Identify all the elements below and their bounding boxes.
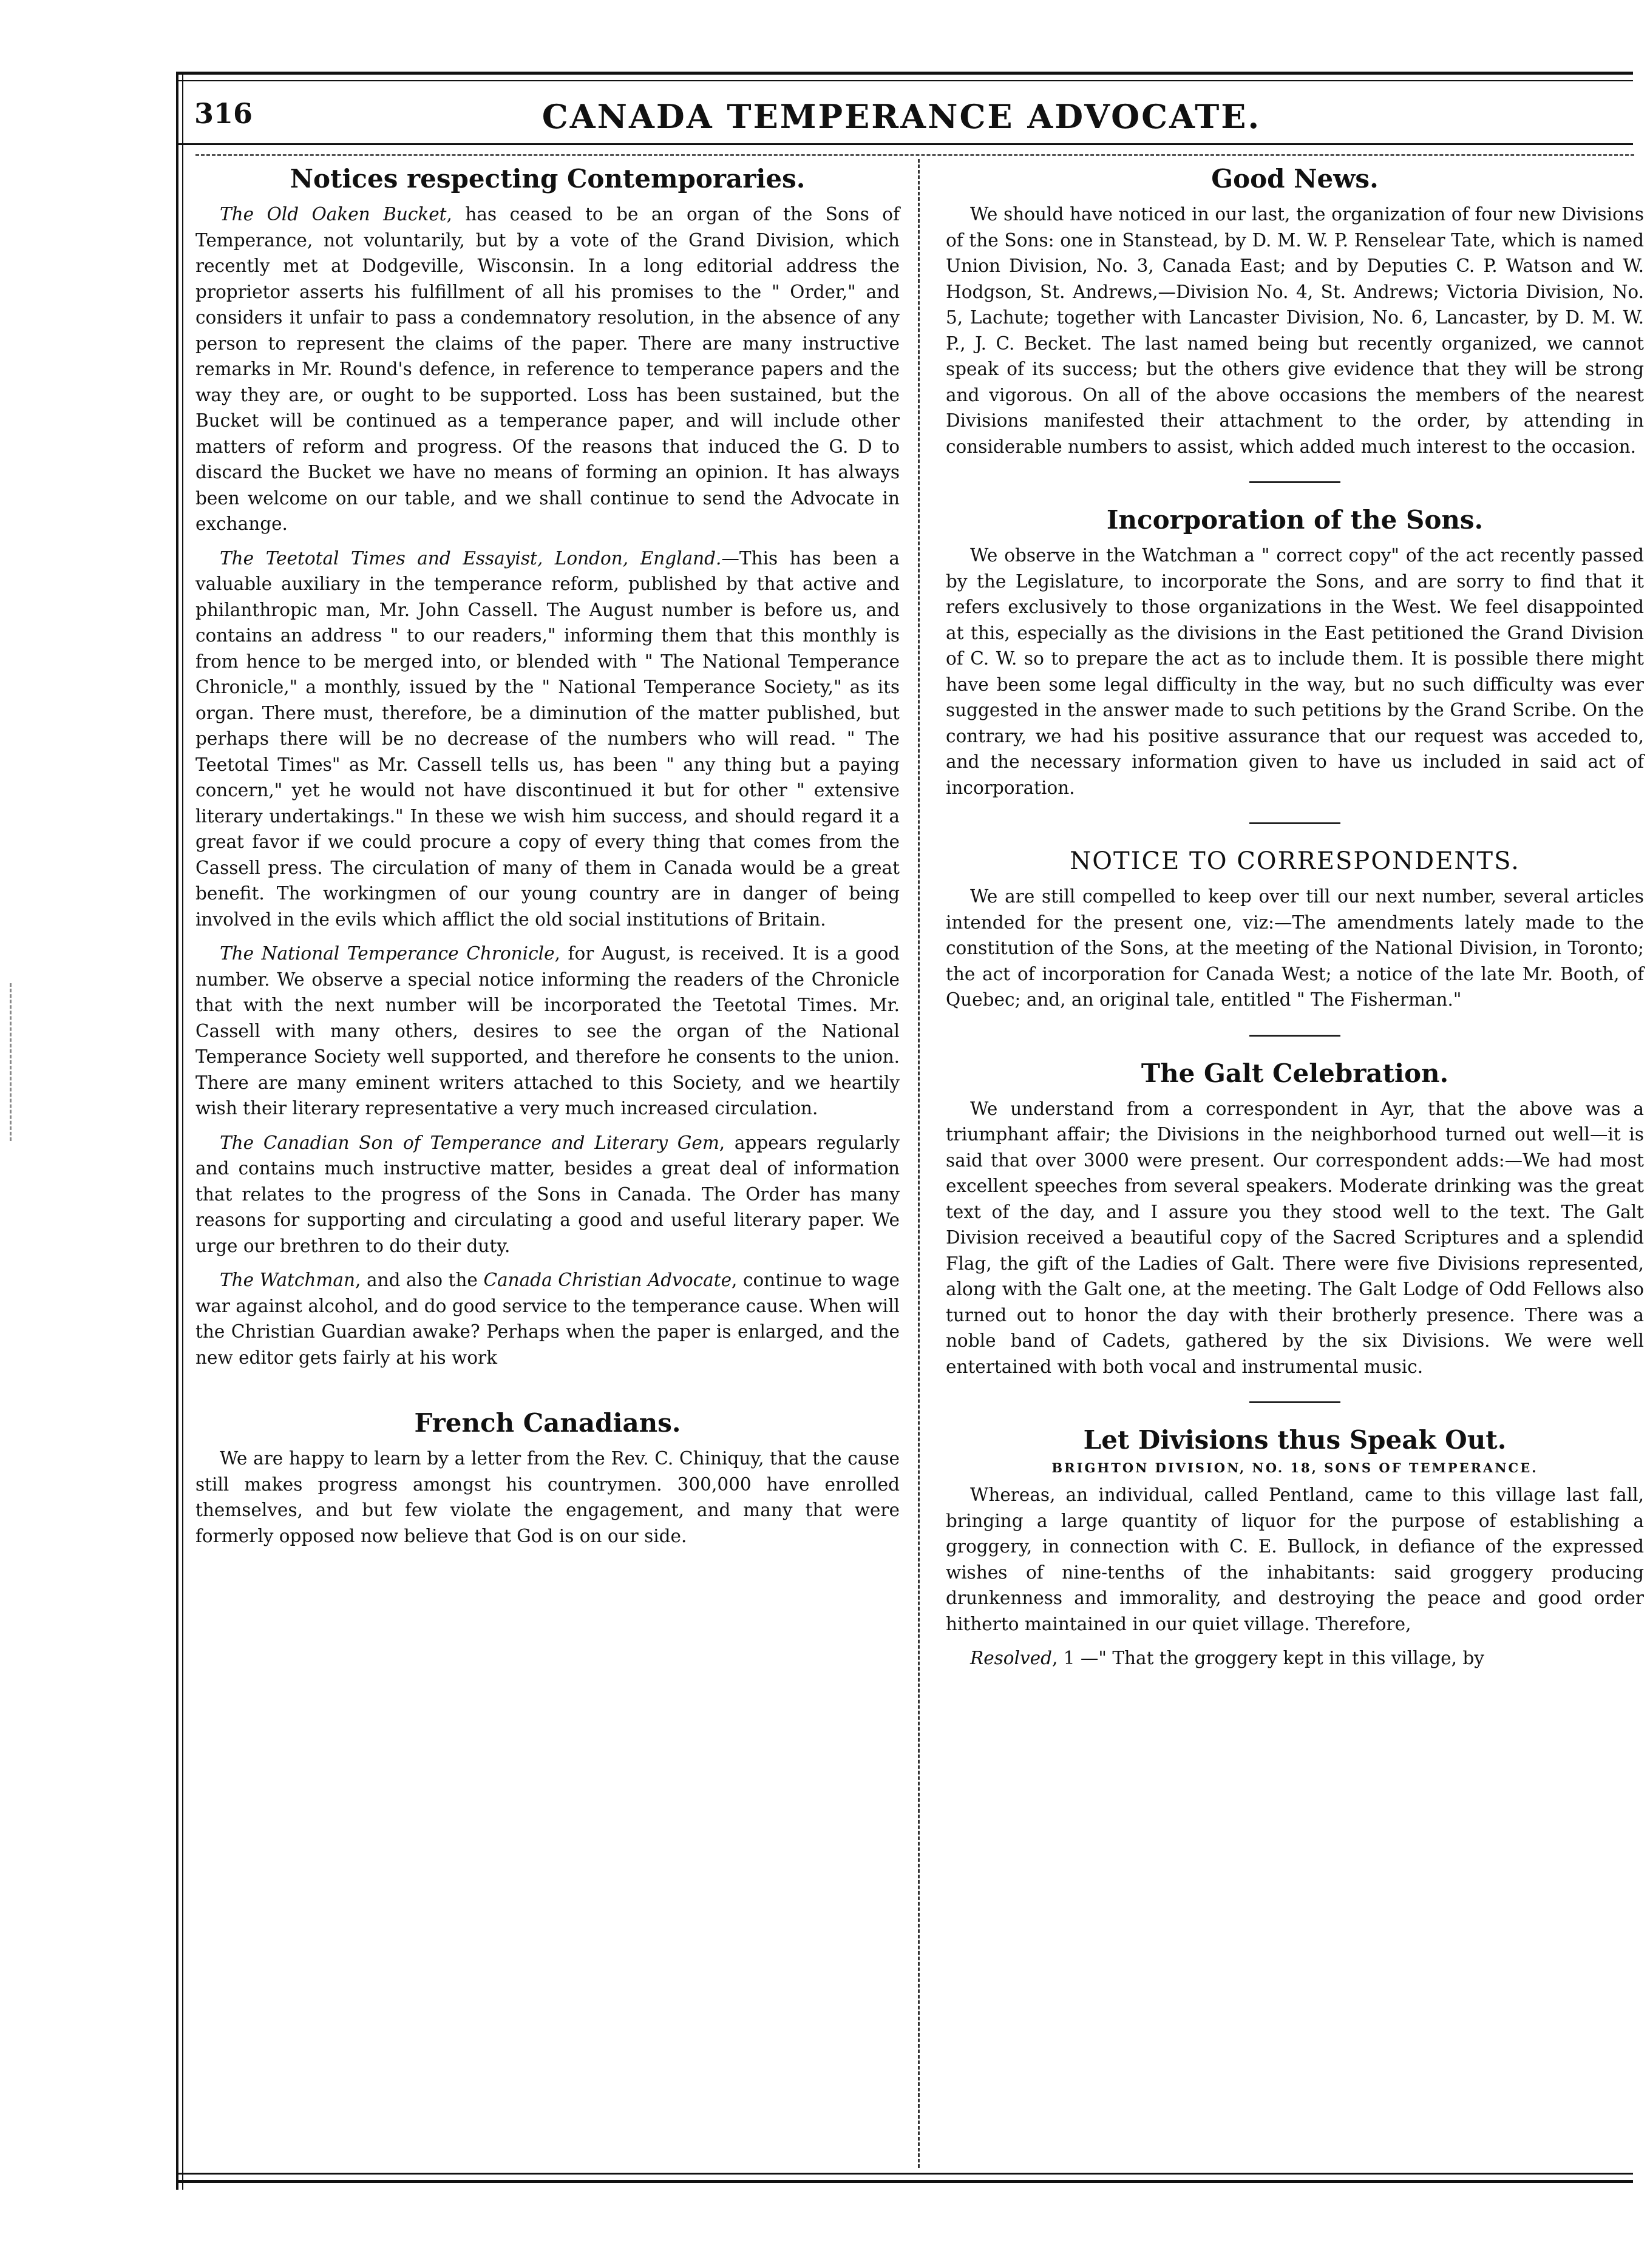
article-title: The Galt Celebration. [1141,1058,1449,1088]
article-good-news [946,164,1644,459]
article-paragraph [195,201,900,537]
article-notice-correspondents [946,846,1644,1013]
paragraph-text: , 1 —" That the groggery kept in this village, by [1052,1648,1484,1668]
article-title: Incorporation of the Sons. [1106,505,1484,535]
article-let-divisions-speak [946,1425,1644,1671]
article-paragraph [195,1267,900,1370]
section-separator [1249,1035,1340,1037]
paragraph-text: , and also the [355,1270,484,1290]
article-paragraph: We should have noticed in our last, the organization of four new Divisions of the Sons: one in Stanstead, by D. M. W. P. Renselear Tate, which is named Union Division, No. 3, Canada East; and by Deputies C. P. Watson and W. Hodgson, St. Andrews,—Division No. 4, St. Andrews; Victoria Division, No. 5, Lachute; together with Lancaster Division, No. 6, Lancaster, by D. M. W. P., J. C. Becket. The last named being but recently organized, we cannot speak of its success; but the others give evidence that they will be strong and vigorous. On all of the above occasions the members of the nearest Divisions manifested their attachment to the order, by attending in considerable numbers to assist, which added much interest to the occasion. [946,204,1644,457]
paragraph-text: —This has been a valuable auxiliary in the temperance reform, published by that active and philanthropic man, Mr. John Cassell. The August number is before us, and contains an address " to our readers," informing them that this monthly is from hence to be merged into, or blended with " The National Temperance Chronicle," a monthly, issued by the " National Temperance Society," as its organ. There must, therefore, be a diminution of the matter published, but perhaps there will be no decrease of the numbers who will read. " The Teetotal Times" as Mr. Cassell tells us, has been " any thing but a paying concern," yet he would not have discontinued it but for other " extensive literary undertakings." In these we wish him success, and should regard it a great favor if we could procure a copy of every thing that comes from the Cassell press. The circulation of many of them in Canada would be a great benefit. The workingmen of our young country are in danger of being involved in the evils which afflict the old social institutions of Britain. [195,547,900,930]
left-border-rule-inner [182,72,183,2190]
publication-name: Canada Christian Advocate [483,1270,732,1290]
paragraph-text: , appears regularly and contains much instructive matter, besides a great deal of information that relates to the progress of the Sons in Canada. The Order has many reasons for supporting and circulating a good and useful literary paper. We urge our brethren to do their duty. [195,1132,900,1256]
article-paragraph: We understand from a correspondent in Ayr, that the above was a triumphant affair; the Divisions in the neighborhood turned out well—it is said that over 3000 were present. Our correspondent adds:—We had most excellent speeches from several speakers. Moderate drinking was the great text of the day, and I assure you they stood well to the text. The Galt Division received a beautiful copy of the Sacred Scriptures and a splendid Flag, the gift of the Ladies of Galt. There were five Divisions represented, along with the Galt one, at the meeting. The Galt Lodge of Odd Fellows also turned out to honor the day with their brotherly presence. There was a noble band of Cadets, gathered by the six Divisions. We were well entertained with both vocal and instrumental music. [946,1098,1644,1377]
article-paragraph: Whereas, an individual, called Pentland, came to this village last fall, bringing a large quantity of liquor for the purpose of establishing a groggery, in connection with C. E. Bullock, in defiance of the expressed wishes of nine-tenths of the inhabitants: said groggery producing drunkenness and immorality, and destroying the peace and good order hitherto maintained in our quiet village. Therefore, [946,1484,1644,1634]
article-paragraph: We observe in the Watchman a " correct copy" of the act recently passed by the Legislature, to incorporate the Sons, and are sorry to find that it refers exclusively to those organizations in the West. We feel disappointed at this, especially as the divisions in the East petitioned the Grand Division of C. W. so to prepare the act as to include them. It is possible there might have been some legal difficulty in the way, but no such difficulty was ever suggested in the answer made to such petitions by the Grand Scribe. On the contrary, we had his positive assurance that our request was acceded to, and the necessary information given to have us included in said act of incorporation. [946,545,1644,798]
margin-marks [10,983,12,1141]
column-divider [918,159,920,2168]
article-title: Notices respecting Contemporaries. [290,164,806,194]
publication-name: The Old Oaken Bucket [220,204,447,225]
article-title: Let Divisions thus Speak Out. [1083,1425,1507,1455]
section-separator [1249,822,1340,824]
page-number: 316 [194,97,253,130]
article-paragraph [195,1130,900,1259]
article-subheading: BRIGHTON DIVISION, NO. 18, SONS OF TEMPERANCE. [1051,1460,1538,1475]
article-title: NOTICE TO CORRESPONDENTS. [1070,847,1520,875]
article-french-canadians [195,1408,900,1549]
publication-name: The National Temperance Chronicle [220,943,555,964]
publication-name: The Canadian Son of Temperance and Literary Gem [220,1132,719,1153]
paragraph-text: , continue to wage war against alcohol, and do good service to the temperance cause. When will the Christian Guardian awake? Perhaps when the paper is enlarged, and the new editor gets fairly at his work [195,1270,900,1368]
article-notices-contemporaries [195,164,900,1370]
section-separator [1249,481,1340,483]
article-incorporation [946,505,1644,801]
bottom-rule-inner [176,2180,1633,2183]
page-header [194,97,1609,140]
article-paragraph [195,546,900,933]
left-column [195,164,900,1557]
top-double-rule [176,72,1633,75]
article-paragraph [195,941,900,1122]
publication-name: The Watchman [220,1270,356,1290]
paragraph-text: , has ceased to be an organ of the Sons of Temperance, not voluntarily, but by a vote of the Grand Division, which recently met at Dodgeville, Wisconsin. In a long editorial address the proprietor asserts his fulfillment of all his promises to the " Order," and considers it unfair to pass a condemnatory resolution, in the absence of any person to represent the claims of the paper. There are many instructive remarks in Mr. Round's defence, in reference to temperance papers and the way they are, or ought to be supported. Loss has been sustained, but the Bucket will be continued as a temperance paper, and will include other matters of reform and progress. Of the reasons that induced the G. D to discard the Bucket we have no means of forming an opinion. It has always been welcome on our table, and we shall continue to send the Advocate in exchange. [195,204,900,534]
section-spacer [195,1379,900,1408]
top-column-dashes [195,154,1634,156]
resolution-lead: Resolved [970,1648,1053,1668]
masthead-title: CANADA TEMPERANCE ADVOCATE. [542,97,1261,136]
article-title: Good News. [1211,164,1379,194]
article-paragraph [946,1645,1644,1671]
article-galt-celebration [946,1058,1644,1380]
header-under-rule [176,143,1633,145]
publication-name: The Teetotal Times and Essayist, London, England. [220,547,722,569]
left-border-rule [176,72,178,2190]
article-paragraph: We are happy to learn by a letter from the Rev. C. Chiniquy, that the cause still makes progress amongst his countrymen. 300,000 have enrolled themselves, and but few violate the engagement, and many that were formerly opposed now believe that God is on our side. [195,1448,900,1546]
right-column [946,164,1644,1680]
section-separator [1249,1401,1340,1403]
top-rule-inner [176,80,1633,81]
article-title: French Canadians. [414,1408,681,1438]
article-paragraph: We are still compelled to keep over till our next number, several articles intended for the present one, viz:—The amendments lately made to the constitution of the Sons, at the meeting of the National Division, in Toronto; the act of incorporation for Canada West; a notice of the late Mr. Booth, of Quebec; and, an original tale, entitled " The Fisherman." [946,886,1644,1010]
bottom-double-rule [176,2173,1633,2175]
paragraph-text: , for August, is received. It is a good number. We observe a special notice informing the readers of the Chronicle that with the next number will be incorporated the Teetotal Times. Mr. Cassell with many others, desires to see the organ of the National Temperance Society well supported, and therefore he consents to the union. There are many eminent writers attached to this Society, and we heartily wish their literary representative a very much increased circulation. [195,943,900,1119]
